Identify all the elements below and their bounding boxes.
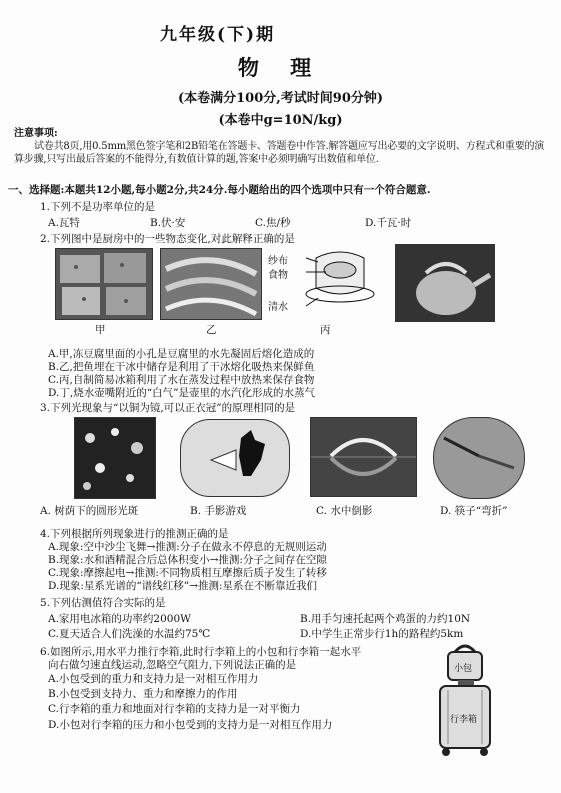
case-label: 行李箱 [450, 715, 478, 725]
q1-option-d[interactable]: D.千瓦·时 [365, 217, 412, 229]
section-heading: 一、选择题:本题共12小题,每小题2分,共24分.每小题给出的四个选项中只有一个符合题意. [8, 184, 431, 196]
q3-option-c[interactable]: C. 水中倒影 [316, 505, 373, 517]
label-water: 清水 [268, 302, 288, 313]
q2-stem: 2.下列图中是厨房中的一些物态变化,对此解释正确的是 [40, 233, 295, 245]
q2-option-c[interactable]: C.丙,自制简易冰箱利用了水在蒸发过程中放热来保存食物 [48, 374, 315, 386]
q6-option-c[interactable]: C.行李箱的重力和地面对行李箱的支持力是一对平衡力 [48, 703, 301, 715]
tree-shade-image [74, 417, 156, 499]
hand-shadow-image [180, 419, 290, 497]
q5-option-d[interactable]: D.中学生正常步行1h的路程约5km [300, 628, 464, 640]
q1-option-a[interactable]: A.瓦特 [48, 217, 80, 229]
caption-yi: 乙 [206, 324, 217, 336]
q3-option-a[interactable]: A. 树荫下的圆形光斑 [40, 505, 139, 517]
q6-stem-line1: 6.如图所示,用水平力推行李箱,此时行李箱上的小包和行李箱一起水平 [40, 646, 362, 658]
q5-option-b[interactable]: B.用手匀速托起两个鸡蛋的力约10N [300, 613, 471, 625]
q1-stem: 1.下列不是功率单位的是 [40, 201, 156, 213]
fish-dry-ice-image [160, 248, 262, 320]
q2-option-d[interactable]: D.丁,烧水壶嘴附近的“白气”是壶里的水汽化形成的水蒸气 [48, 387, 315, 399]
q4-option-d[interactable]: D.现象:星系光谱的“谱线红移”→推测:星系在不断靠近我们 [48, 580, 317, 592]
score-line: (本卷满分100分,考试时间90分钟) [177, 91, 384, 106]
q1-option-b[interactable]: B.伏·安 [150, 217, 186, 229]
q4-option-a[interactable]: A.现象:空中沙尘飞舞→推测:分子在做永不停息的无规则运动 [48, 541, 327, 553]
q4-stem: 4.下列根据所列现象进行的推测正确的是 [40, 528, 229, 540]
grade-title: 九年级(下)期 [160, 25, 276, 45]
subject-title: 物 理 [237, 55, 324, 80]
bag-label: 小包 [454, 664, 473, 674]
q1-option-c[interactable]: C.焦/秒 [255, 217, 291, 229]
q6-option-b[interactable]: B.小包受到支持力、重力和摩擦力的作用 [48, 688, 238, 700]
q6-stem-line2: 向右做匀速直线运动,忽略空气阻力,下列说法正确的是 [48, 659, 297, 671]
water-reflection-image [310, 417, 417, 497]
q4-option-b[interactable]: B.现象:水和酒精混合后总体积变小→推测:分子之间存在空隙 [48, 554, 327, 566]
label-food: 食物 [268, 270, 288, 281]
q3-option-b[interactable]: B. 手影游戏 [190, 505, 247, 517]
q6-option-a[interactable]: A.小包受到的重力和支持力是一对相互作用力 [48, 673, 259, 685]
q3-stem: 3.下列光现象与“以铜为镜,可以正衣冠”的原理相同的是 [40, 402, 296, 414]
q5-option-a[interactable]: A.家用电冰箱的功率约2000W [48, 613, 191, 625]
q6-option-d[interactable]: D.小包对行李箱的压力和小包受到的支持力是一对相互作用力 [48, 719, 333, 731]
label-gauze: 纱布 [268, 256, 288, 267]
notice-text: 试卷共8页,用0.5mm黑色签字笔和2B铅笔在答题卡、答题卷中作答.解答题应写出必要的文字说明、方程式和重要的演算步骤,只写出最后答案的不能得分,有数值计算的题,答案中必须明确写出数值和单位. [14, 141, 545, 165]
q5-option-c[interactable]: C.夏天适合人们洗澡的水温约75℃ [48, 628, 211, 640]
q3-option-d[interactable]: D. 筷子“弯折” [440, 505, 508, 517]
q5-stem: 5.下列估测值符合实际的是 [40, 597, 166, 609]
q2-option-b[interactable]: B.乙,把鱼埋在干冰中储存是利用了干冰熔化吸热来保鲜鱼 [48, 361, 315, 373]
frozen-tofu-image [55, 248, 153, 320]
notice-heading: 注意事项: [14, 128, 58, 139]
q4-option-c[interactable]: C.现象:摩擦起电→推测:不同物质相互摩擦后质子发生了转移 [48, 567, 327, 579]
luggage-figure [430, 640, 500, 760]
caption-jia: 甲 [95, 324, 106, 336]
gravity-line: (本卷中g=10N/kg) [218, 113, 343, 128]
caption-bing: 丙 [320, 324, 331, 336]
bent-chopsticks-image [433, 417, 525, 499]
kettle-image [395, 244, 495, 322]
q2-option-a[interactable]: A.甲,冻豆腐里面的小孔是豆腐里的水先凝固后熔化造成的 [48, 348, 315, 360]
